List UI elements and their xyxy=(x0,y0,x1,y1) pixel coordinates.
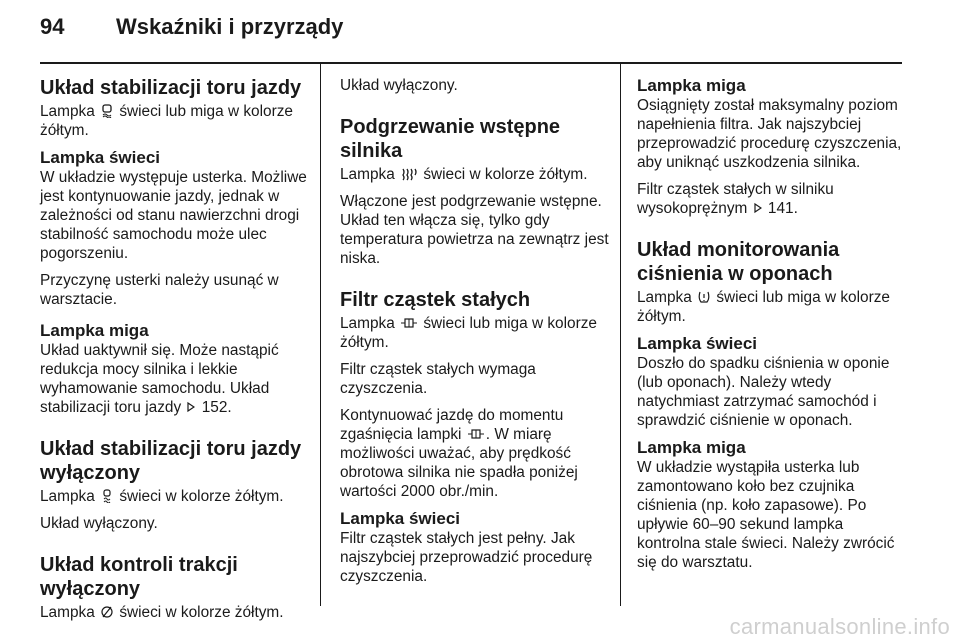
section-heading-tpms: Układ monitorowania ciśnienia w oponach xyxy=(637,239,840,285)
paragraph: Układ wyłączony. xyxy=(40,515,158,532)
page-number: 94 xyxy=(40,14,65,39)
column-divider-1 xyxy=(320,64,321,606)
paragraph: Doszło do spadku ciśnienia w oponie (lub oponach). Należy wtedy natychmiast zatrzymać samochód i sprawdzić ciśnienie w oponach. xyxy=(637,355,890,429)
column-2 xyxy=(340,76,610,594)
subheading-lamp-on: Lampka świeci xyxy=(637,334,758,353)
subheading-lamp-on: Lampka świeci xyxy=(340,509,461,528)
section-heading-stability: Układ stabilizacji toru jazdy xyxy=(40,77,302,99)
paragraph: Filtr cząstek stałych jest pełny. Jak najszybciej przeprowadzić procedurę czyszczenia. xyxy=(340,530,593,585)
paragraph: Filtr cząstek stałych wymaga czyszczenia. xyxy=(340,361,536,397)
paragraph: Lampka świeci lub miga w kolorze żółtym. xyxy=(340,315,597,351)
paragraph: Osiągnięty został maksymalny poziom napełnienia filtra. Jak najszybciej przeprowadzić procedurę czyszczenia, aby uniknąć uszkodzenia silnika. xyxy=(637,97,902,171)
column-3 xyxy=(637,76,907,580)
tire-pressure-icon xyxy=(698,290,710,304)
section-heading-preheat: Podgrzewanie wstępne silnika xyxy=(340,116,561,162)
subheading-lamp-blinking: Lampka miga xyxy=(637,76,746,95)
paragraph: Filtr cząstek stałych w silniku wysokoprężnym 141. xyxy=(637,181,834,217)
glow-plug-icon xyxy=(401,167,417,181)
page-title: Wskaźniki i przyrządy xyxy=(116,14,344,39)
paragraph: W układzie występuje usterka. Możliwe jest kontynuowanie jazdy, jednak w zależności od stanu nawierzchni drogi stabilność samochodu może ulec pogorszeniu. xyxy=(40,169,307,262)
subheading-lamp-on: Lampka świeci xyxy=(40,148,161,167)
particulate-filter-icon xyxy=(401,316,417,330)
paragraph: Lampka świeci lub miga w kolorze żółtym. xyxy=(40,103,293,139)
paragraph: Lampka świeci w kolorze żółtym. xyxy=(340,166,588,183)
paragraph: W układzie wystąpiła usterka lub zamontowano koło bez czujnika ciśnienia (np. koło zapasowe). Po upływie 60–90 sekund lampka kontrolna stale świeci. Należy zwrócić się do warsztatu. xyxy=(637,459,895,571)
particulate-filter-icon xyxy=(468,427,484,441)
page-reference-icon xyxy=(187,400,195,414)
paragraph: Przyczynę usterki należy usunąć w warsztacie. xyxy=(40,272,279,308)
subheading-lamp-blinking: Lampka miga xyxy=(637,438,746,457)
section-heading-stability-off: Układ stabilizacji toru jazdy wyłączony xyxy=(40,438,302,484)
column-divider-2 xyxy=(620,64,621,606)
traction-control-off-icon xyxy=(101,605,113,619)
header-rule xyxy=(40,62,902,64)
paragraph: Włączone jest podgrzewanie wstępne. Układ ten włącza się, tylko gdy temperatura powietrza na zewnątrz jest niska. xyxy=(340,193,609,267)
column-1 xyxy=(40,76,308,630)
stability-off-icon xyxy=(101,489,113,503)
watermark: carmanualsonline.info xyxy=(729,614,950,639)
paragraph: Lampka świeci w kolorze żółtym. xyxy=(40,604,284,621)
paragraph: Kontynuować jazdę do momentu zgaśnięcia lampki . W miarę możliwości uważać, aby prędkość obrotowa silnika nie spadła poniżej wartości 2000 obr./min. xyxy=(340,407,578,500)
stability-control-icon xyxy=(101,104,113,118)
paragraph: Lampka świeci w kolorze żółtym. xyxy=(40,488,284,505)
subheading-lamp-blinking: Lampka miga xyxy=(40,321,149,340)
section-heading-dpf: Filtr cząstek stałych xyxy=(340,289,531,311)
page-header xyxy=(40,14,343,40)
paragraph: Układ uaktywnił się. Może nastąpić redukcja mocy silnika i lekkie wyhamowanie samochodu. Układ stabilizacji toru jazdy 152. xyxy=(40,342,279,416)
page-reference-icon xyxy=(754,201,762,215)
paragraph: Lampka świeci lub miga w kolorze żółtym. xyxy=(637,289,890,325)
paragraph: Układ wyłączony. xyxy=(340,77,458,94)
section-heading-traction-off: Układ kontroli trakcji wyłączony xyxy=(40,554,238,600)
